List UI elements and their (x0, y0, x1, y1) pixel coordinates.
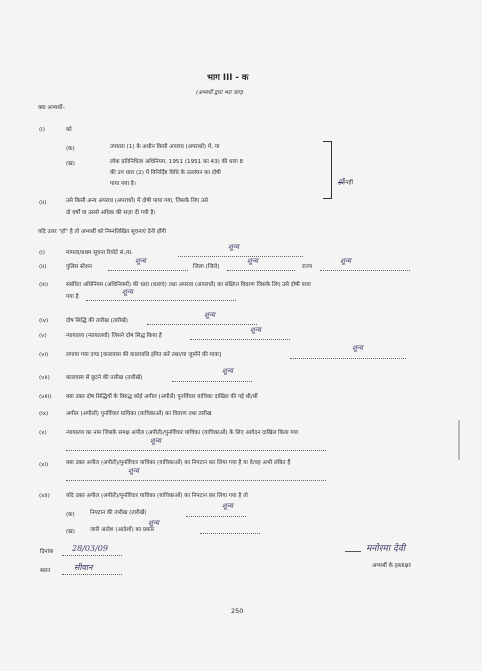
item-i-a-number: (क) (66, 146, 75, 152)
sub-xii-a-label: निपटान की तारीख (तारीखें) (90, 510, 147, 516)
detail-iii-value: शून्य (122, 288, 133, 296)
sub-xii-a-number: (क) (66, 512, 75, 518)
sub-xii-b-label: जारी आदेश (आदेशों) का प्रकार (90, 527, 155, 533)
answer-field (338, 179, 353, 187)
item-ii-number: (ii) (39, 200, 47, 206)
margin-mark (458, 420, 460, 460)
answer-struck: हाँ (338, 178, 344, 186)
sub-xii-b-field (200, 527, 260, 534)
detail-ii-state-value: शून्य (340, 257, 351, 265)
signature-dash (345, 551, 361, 552)
if-yes-text: यदि उत्तर "हाँ" है तो अभ्यर्थी को निम्नलिखित सूचनाएं देनी होंगी (38, 229, 166, 235)
item-i-b-line1: लोक प्रतिनिधित्व अधिनियम, 1951 (1951 का 43) की धारा 8 (110, 159, 244, 165)
item-i-number: (i) (39, 127, 45, 133)
sub-xii-a-field (186, 510, 246, 517)
signature: मनोरमा देवी (366, 544, 406, 554)
detail-vii-field (172, 375, 252, 382)
detail-vi-value: शून्य (352, 344, 363, 352)
detail-i-field (178, 250, 303, 257)
detail-iv-value: शून्य (204, 311, 215, 319)
detail-ix-number: (ix) (39, 411, 49, 417)
sub-xii-b-number: (ख) (66, 529, 75, 535)
detail-ix-label: अपील (अपीलों) पुनर्विचार याचिका (याचिकाओं) का विवरण तथा तारीख (66, 411, 212, 417)
detail-viii-label: क्या उक्त दोष सिद्धियों के विरुद्ध कोई अपील (अपीलें) पुनर्विचार याचिका दाखिल की गई थी/थीं (66, 394, 258, 400)
detail-vii-value: शून्य (222, 367, 233, 375)
detail-vi-number: (vi) (39, 352, 49, 358)
detail-x-line1: न्यायालय का नाम जिसके समक्ष अपील (अपीलें)/पुनर्विचार याचिका (याचिकाओं) के लिए आवेदन दाखिल किया गया (66, 430, 299, 436)
detail-ii-field (108, 264, 188, 271)
detail-v-label: न्यायालय (न्यायालयों) जिसने दोष सिद्ध किया है (66, 333, 162, 339)
answer-value: नहीं (345, 180, 353, 186)
detail-xi-line1: क्या उक्त अपील (अपीलें)/पुनर्विचार याचिका (याचिकाओं) का निपटान कर लिया गया है या वे/वह अभी लंबित हैं (66, 460, 291, 466)
item-ii-line2: दो वर्षों या उससे अधिक की सज़ा दी गयी है। (66, 210, 156, 216)
item-i-b-line3: पाया गया है। (110, 181, 136, 187)
page-number: 250 (231, 607, 244, 615)
detail-iv-field (147, 318, 257, 325)
detail-ii-district-label: जिला (जिले) (193, 264, 220, 270)
answer-bracket (323, 141, 332, 199)
detail-xii-label: यदि उक्त अपील (अपीलें)/पुनर्विचार याचिका (याचिकाओं) का निपटान कर लिया गया है तो (66, 493, 248, 499)
detail-ii-number: (ii) (39, 264, 47, 270)
date-value: 28/03/09 (72, 544, 108, 553)
detail-ii-state-field (320, 264, 410, 271)
detail-vi-field (290, 352, 406, 359)
detail-viii-number: (viii) (39, 394, 52, 400)
detail-x-field (66, 444, 326, 451)
detail-vii-label: कारावास से छूटने की तारीख (तारीखें) (66, 375, 143, 381)
detail-ii-district-value: शून्य (247, 257, 258, 265)
signature-label: अभ्यर्थी के हस्ताक्षर (372, 563, 411, 569)
detail-iv-label: दोष सिद्धि की तारीख (तारीखें) (66, 318, 128, 324)
detail-iii-line1: संबंधित अधिनियम (अधिनियमों) की धारा (धाराएं) तथा अपराध (अपराधों) का संक्षिप्त विवरण जिसके लिए उसे दोषी पाया (66, 282, 311, 288)
detail-ii-district-field (227, 264, 295, 271)
item-i-b-number: (ख) (66, 161, 75, 167)
item-i-text: को (66, 127, 72, 133)
detail-vi-label: लगाया गया दण्ड [कारावास की कालावधि इंगित करें तथा/या जुर्माने की मात्रा] (66, 352, 222, 358)
intro-text: क्या अभ्यर्थी– (38, 105, 66, 111)
item-i-a-text: उपधारा (1) के अधीन किसी अपराध (अपराधों) में, या (110, 144, 220, 150)
place-label: स्थान (40, 568, 51, 574)
detail-ii-label: पुलिस स्टेशन (66, 264, 92, 270)
answer-slash: / (343, 180, 346, 186)
date-label: दिनांक (40, 549, 54, 555)
detail-ii-state-label: राज्य (302, 264, 313, 270)
detail-xi-number: (xi) (39, 462, 49, 468)
detail-vii-number: (vii) (39, 375, 50, 381)
place-value: सीवान (74, 563, 93, 572)
item-ii-line1: उसे किसी अन्य अपराध (अपराधों) में दोषी पाया गया, जिसके लिए उसे (66, 198, 208, 204)
detail-x-number: (x) (39, 430, 47, 436)
detail-iii-number: (iii) (39, 282, 49, 288)
detail-i-label: मामला/प्रथम सूचना रिपोर्ट सं./स. (66, 250, 133, 256)
detail-xi-field (66, 474, 326, 481)
sub-xii-b-value: शून्य (148, 519, 159, 527)
detail-xi-value: शून्य (128, 467, 139, 475)
detail-v-number: (v) (39, 333, 47, 339)
detail-iii-field (86, 294, 236, 301)
detail-i-number: (i) (39, 250, 45, 256)
page-title: भाग III - क (207, 73, 249, 83)
detail-i-value: शून्य (228, 243, 239, 251)
detail-x-value: शून्य (150, 437, 161, 445)
detail-iv-number: (iv) (39, 318, 49, 324)
detail-iii-line2: गया है (66, 294, 79, 300)
page-subtitle: (अभ्यर्थी द्वारा भरा जाए) (196, 90, 244, 96)
detail-v-field (190, 333, 290, 340)
sub-xii-a-value: शून्य (222, 502, 233, 510)
detail-v-value: शून्य (250, 326, 261, 334)
detail-ii-value: शून्य (135, 257, 146, 265)
detail-xii-number: (xii) (39, 493, 50, 499)
item-i-b-line2: की उप धारा (2) में विनिर्दिष्ट विधि के उल्लंघन का दोषी (110, 170, 221, 176)
